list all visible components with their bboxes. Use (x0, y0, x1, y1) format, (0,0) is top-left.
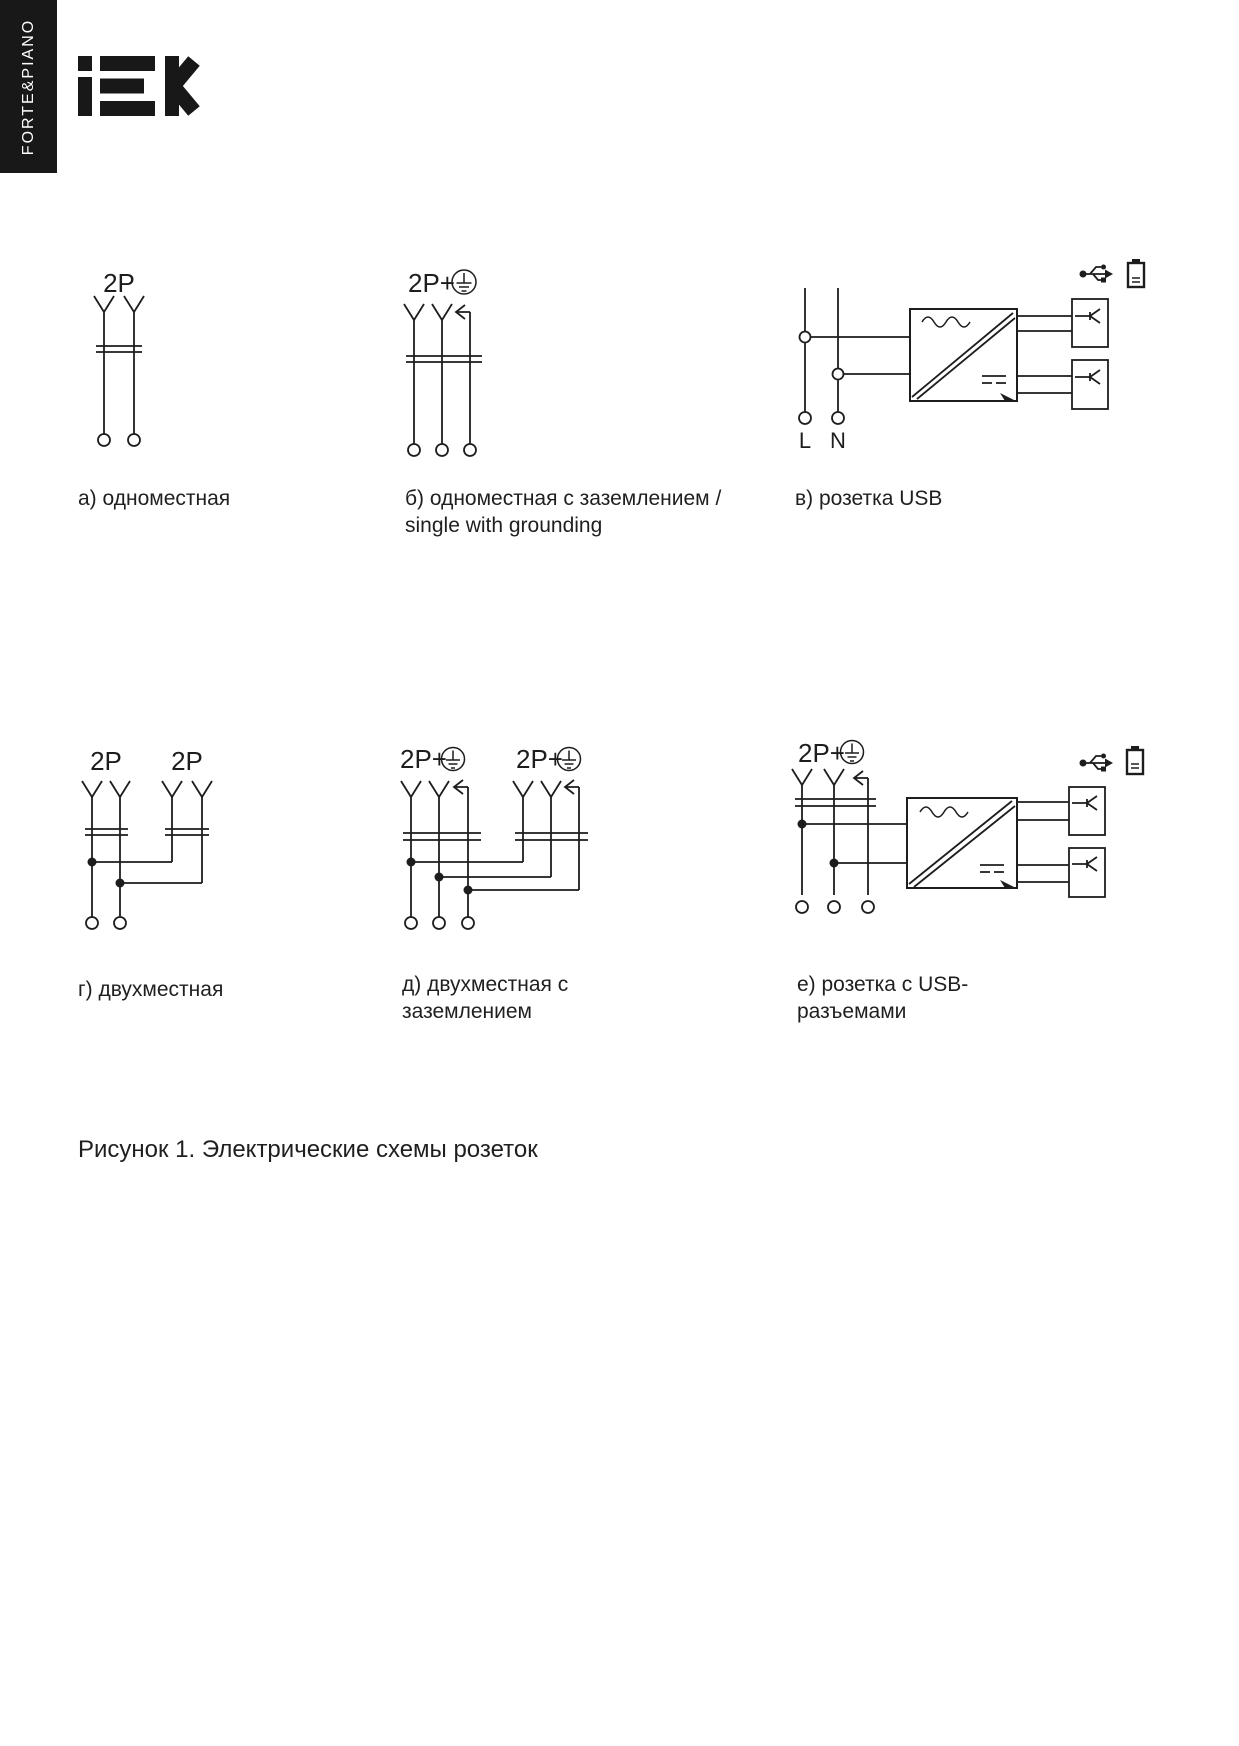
terminal-circle (462, 917, 474, 929)
junction-circle (833, 369, 844, 380)
caption-d-line1: д) двухместная с (402, 973, 569, 996)
ground-symbol-icon (452, 270, 476, 294)
socket-contact-fork-icon (541, 781, 561, 797)
diagram-v-usb-socket (790, 250, 1155, 460)
caption-v: в) розетка USB (795, 487, 943, 510)
wire (1017, 802, 1069, 882)
socket-contact-fork-icon (432, 304, 452, 320)
junction-dot (435, 873, 444, 882)
wire (414, 312, 470, 444)
wire (92, 862, 202, 883)
logo-e-bar (100, 56, 155, 71)
socket-contact-fork-icon (124, 296, 144, 312)
logo-e-bar (100, 101, 155, 116)
wire (92, 797, 202, 917)
pole-count-label: 2P+ (798, 738, 845, 768)
terminal-circle (408, 444, 420, 456)
wire (802, 778, 868, 895)
socket-contact-fork-icon (162, 781, 182, 797)
socket-face-lines (85, 829, 209, 835)
diagram-g-double-socket (80, 740, 215, 935)
caption-e-line1: е) розетка с USB- (797, 973, 969, 996)
diagram-a-single-socket (85, 255, 155, 465)
wire (1017, 316, 1072, 393)
caption-b (405, 485, 721, 539)
usb-icon (1080, 265, 1114, 283)
diagram-d-double-socket-grounded (395, 728, 600, 935)
ground-contact-arrow-icon (565, 780, 579, 794)
line-label: L (798, 428, 812, 453)
logo-i-stem (78, 77, 92, 116)
terminal-circle (862, 901, 874, 913)
socket-contact-fork-icon (513, 781, 533, 797)
socket-contact-fork-icon (401, 781, 421, 797)
junction-circle (800, 332, 811, 343)
caption-d (402, 971, 568, 1025)
pole-count-label: 2P+ (400, 744, 447, 774)
socket-face-lines (96, 346, 142, 352)
terminal-circle (799, 412, 811, 424)
ground-contact-arrow-icon (854, 771, 868, 785)
usb-port-box (1072, 360, 1108, 409)
socket-contact-fork-icon (82, 781, 102, 797)
brand-sidebar (0, 0, 57, 173)
usb-port-box (1069, 787, 1105, 835)
terminal-circle (86, 917, 98, 929)
junction-dot (830, 859, 839, 868)
figure-caption: Рисунок 1. Электрические схемы розеток (78, 1136, 538, 1163)
terminal-circle (128, 434, 140, 446)
caption-g: г) двухместная (78, 978, 224, 1001)
socket-contact-fork-icon (192, 781, 212, 797)
wire (805, 337, 910, 374)
terminal-circle (405, 917, 417, 929)
caption-e (797, 971, 968, 1025)
junction-dot (464, 886, 473, 895)
terminal-circle (796, 901, 808, 913)
socket-face-lines (795, 799, 876, 806)
terminal-circle (832, 412, 844, 424)
usb-port-box (1072, 299, 1108, 347)
direction-arrow-icon (1000, 393, 1016, 401)
logo-e-bar (100, 79, 144, 94)
socket-contact-fork-icon (110, 781, 130, 797)
usb-icon (1080, 754, 1114, 772)
diagram-e-socket-with-usb (790, 728, 1155, 920)
socket-contact-fork-icon (792, 769, 812, 785)
terminal-circle (464, 444, 476, 456)
junction-dot (88, 858, 97, 867)
junction-dot (116, 879, 125, 888)
iek-logo (78, 56, 206, 116)
pole-count-label: 2P (90, 746, 122, 776)
terminal-circle (114, 917, 126, 929)
direction-arrow-icon (1000, 880, 1016, 888)
wire (523, 787, 579, 890)
socket-contact-fork-icon (94, 296, 114, 312)
terminal-circle (828, 901, 840, 913)
brand-sidebar-label: FORTE&PIANO (19, 18, 37, 155)
diagram-b-single-socket-grounded (400, 250, 490, 465)
ac-wave-icon (920, 807, 968, 817)
pole-count-label: 2P+ (516, 744, 563, 774)
pole-count-label: 2P (171, 746, 203, 776)
wire (411, 787, 468, 917)
pole-count-label: 2P (103, 268, 135, 298)
battery-icon (1127, 746, 1143, 774)
ground-contact-arrow-icon (454, 780, 468, 794)
pole-count-label: 2P+ (408, 268, 455, 298)
caption-e-line2: разъемами (797, 1000, 907, 1023)
wire (802, 824, 907, 863)
converter-box (907, 798, 1017, 888)
converter-box (910, 309, 1017, 401)
ground-contact-arrow-icon (456, 305, 470, 319)
caption-b-line-en: single with grounding (405, 514, 603, 537)
battery-icon (1128, 259, 1144, 287)
junction-dot (798, 820, 807, 829)
terminal-circle (98, 434, 110, 446)
caption-b-line-ru: б) одноместная с заземлением / (405, 487, 722, 510)
caption-a: а) одноместная (78, 487, 231, 510)
wire (104, 312, 134, 434)
socket-contact-fork-icon (429, 781, 449, 797)
caption-d-line2: заземлением (402, 1000, 532, 1023)
terminal-circle (433, 917, 445, 929)
socket-contact-fork-icon (404, 304, 424, 320)
terminal-circle (436, 444, 448, 456)
logo-i-dot (78, 56, 92, 71)
junction-dot (407, 858, 416, 867)
ac-wave-icon (922, 317, 970, 327)
socket-contact-fork-icon (824, 769, 844, 785)
wire (805, 288, 838, 412)
usb-port-box (1069, 848, 1105, 897)
socket-face-lines (403, 833, 588, 840)
neutral-label: N (830, 428, 846, 453)
